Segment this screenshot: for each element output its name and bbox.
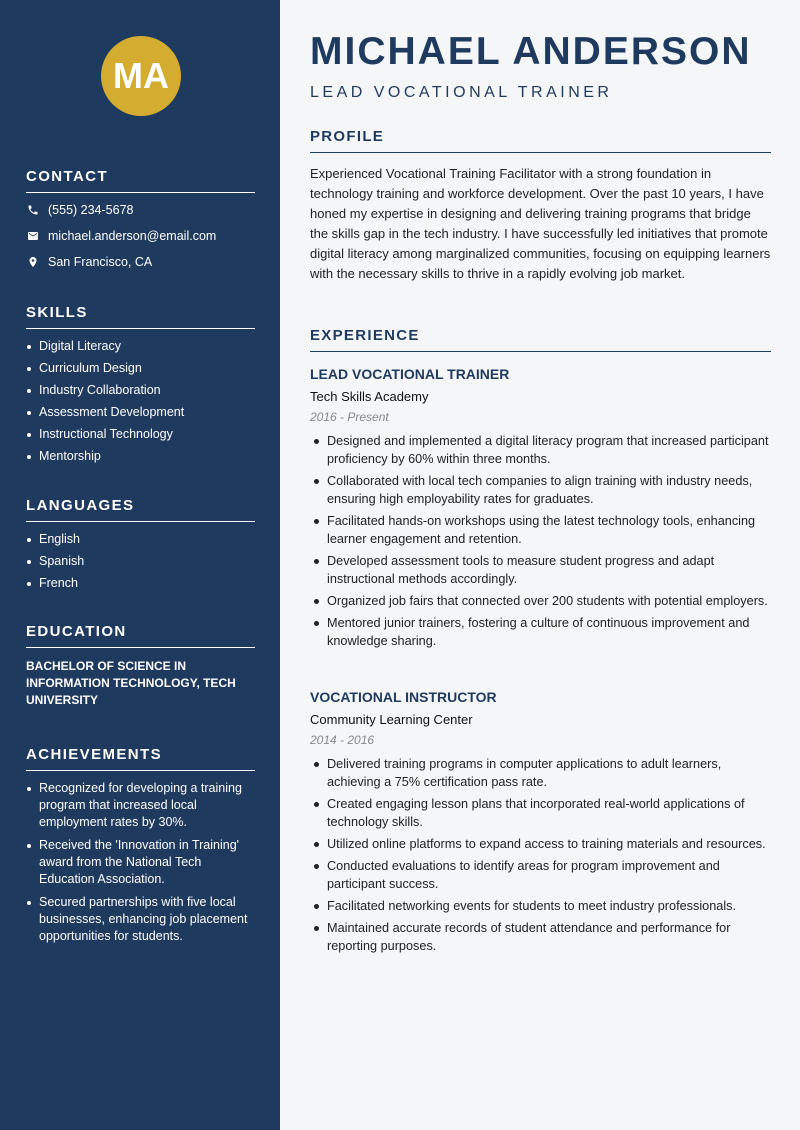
languages-list <box>26 531 255 592</box>
profile-text: Experienced Vocational Training Facilitator with a strong foundation in technology training and workforce development. Over the past 10 years, I have honed my expertise in designing and delivering training programs that bridge the skills gap in the tech industry. I have successfully led initiatives that promote digital literacy among marginalized communities, focusing on equipping learners with the necessary skills to thrive in a rapidly evolving job market. <box>310 166 771 281</box>
contact-location <box>26 253 255 271</box>
job-title: LEAD VOCATIONAL TRAINER <box>310 366 510 382</box>
skill-item: Digital Literacy <box>26 338 255 355</box>
job-bullet: Mentored junior trainers, fostering a culture of continuous improvement and knowledge sharing. <box>310 614 771 650</box>
email-icon <box>26 229 40 243</box>
achievement-item: Secured partnerships with five local businesses, enhancing job placement opportunities for students. <box>26 894 255 945</box>
candidate-name: MICHAEL ANDERSON <box>310 30 752 73</box>
language-item: French <box>26 575 255 592</box>
contact-section <box>26 168 255 271</box>
job-dates: 2016 - Present <box>310 410 389 424</box>
job-entry <box>310 689 771 959</box>
education-section <box>26 623 255 709</box>
job-bullet: Maintained accurate records of student attendance and performance for reporting purposes. <box>310 919 771 955</box>
skill-item: Mentorship <box>26 448 255 465</box>
job-bullet: Facilitated hands-on workshops using the latest technology tools, enhancing learner engagement and retention. <box>310 512 771 548</box>
job-entry <box>310 366 771 654</box>
job-bullet: Facilitated networking events for students to meet industry professionals. <box>310 897 771 915</box>
skills-heading: SKILLS <box>26 304 255 329</box>
phone-icon <box>26 203 40 217</box>
email-text: michael.anderson@email.com <box>48 229 217 243</box>
phone-text: (555) 234-5678 <box>48 203 134 217</box>
skill-item: Instructional Technology <box>26 426 255 443</box>
language-item: Spanish <box>26 553 255 570</box>
skills-list <box>26 338 255 465</box>
experience-heading: EXPERIENCE <box>310 327 771 352</box>
sidebar <box>0 0 280 1130</box>
location-text: San Francisco, CA <box>48 255 153 269</box>
achievements-heading: ACHIEVEMENTS <box>26 746 255 771</box>
job-bullet: Organized job fairs that connected over 200 students with potential employers. <box>310 592 771 610</box>
job-bullet: Collaborated with local tech companies to align training with industry needs, ensuring high employability rates for graduates. <box>310 472 771 508</box>
job-bullets <box>310 432 771 650</box>
job-title: VOCATIONAL INSTRUCTOR <box>310 689 497 705</box>
job-bullet: Delivered training programs in computer applications to adult learners, achieving a 75% certification pass rate. <box>310 755 771 791</box>
job-company: Tech Skills Academy <box>310 389 429 404</box>
location-pin-icon <box>26 255 40 269</box>
languages-section <box>26 497 255 597</box>
education-degree: BACHELOR OF SCIENCE IN INFORMATION TECHNOLOGY, TECH UNIVERSITY <box>26 659 236 707</box>
education-heading: EDUCATION <box>26 623 255 648</box>
avatar: MA <box>101 36 181 116</box>
achievement-item: Recognized for developing a training program that increased local employment rates by 30%. <box>26 780 255 831</box>
job-bullet: Utilized online platforms to expand access to training materials and resources. <box>310 835 771 853</box>
achievements-section <box>26 746 255 951</box>
job-dates: 2014 - 2016 <box>310 733 375 747</box>
skill-item: Assessment Development <box>26 404 255 421</box>
job-company: Community Learning Center <box>310 712 473 727</box>
achievements-list <box>26 780 255 945</box>
contact-heading: CONTACT <box>26 168 255 193</box>
job-bullet: Developed assessment tools to measure student progress and adapt instructional methods accordingly. <box>310 552 771 588</box>
profile-heading: PROFILE <box>310 128 771 153</box>
language-item: English <box>26 531 255 548</box>
job-bullets <box>310 755 771 955</box>
contact-email[interactable] <box>26 227 255 245</box>
achievement-item: Received the 'Innovation in Training' award from the National Tech Education Association. <box>26 837 255 888</box>
skill-item: Industry Collaboration <box>26 382 255 399</box>
job-bullet: Conducted evaluations to identify areas for program improvement and participant success. <box>310 857 771 893</box>
job-bullet: Created engaging lesson plans that incorporated real-world applications of technology skills. <box>310 795 771 831</box>
candidate-title: LEAD VOCATIONAL TRAINER <box>310 84 613 101</box>
contact-phone[interactable] <box>26 201 255 219</box>
languages-heading: LANGUAGES <box>26 497 255 522</box>
job-bullet: Designed and implemented a digital literacy program that increased participant proficiency by 60% within three months. <box>310 432 771 468</box>
skills-section <box>26 304 255 470</box>
skill-item: Curriculum Design <box>26 360 255 377</box>
